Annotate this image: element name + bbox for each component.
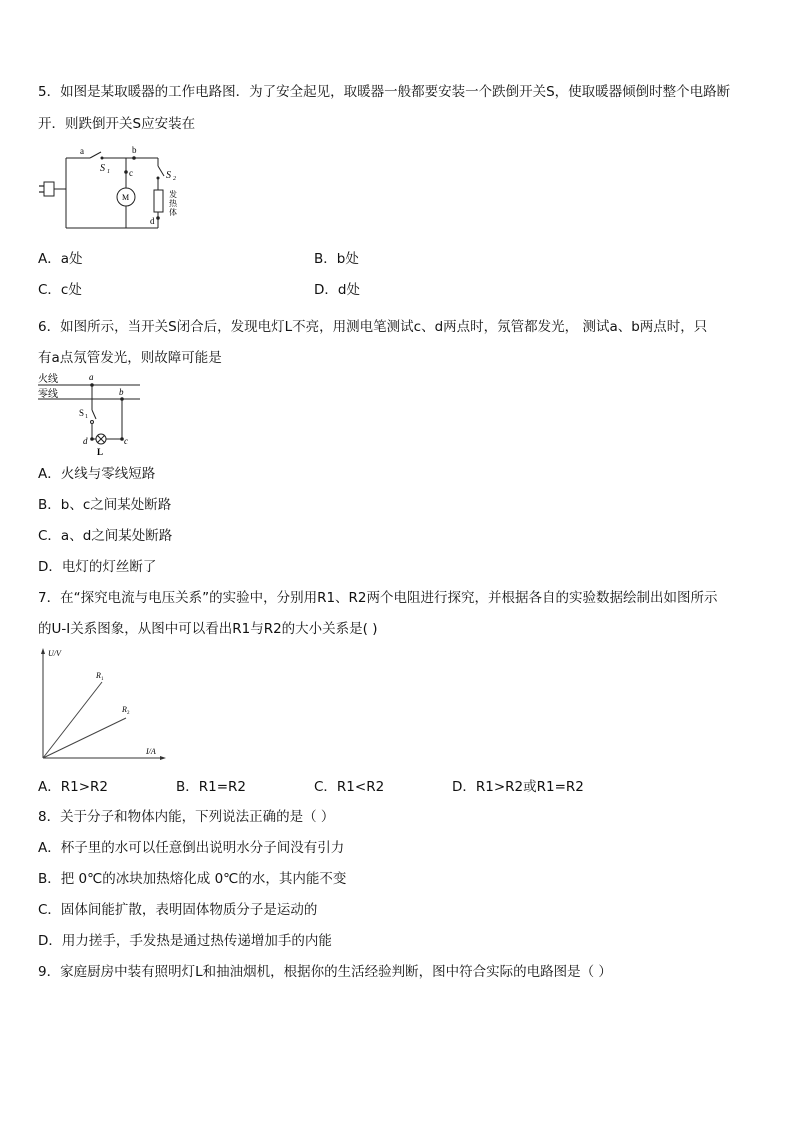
q5-fig-label-s2-sub: 2 [173, 176, 176, 182]
q6-fig-label-s: S [79, 408, 85, 418]
q6-stem-line2: 有a点氖管发光，则故障可能是 [38, 350, 222, 366]
q6-option-b: B．b、c之间某处断路 [38, 497, 172, 513]
q5-fig-label-heater-2: 热 [169, 199, 177, 208]
q8-option-c: C．固体间能扩散，表明固体物质分子是运动的 [38, 902, 318, 918]
q5-fig-label-b: b [132, 145, 137, 155]
q7-fig-label-r1: R [96, 671, 101, 680]
q5-fig-label-heater-3: 体 [169, 208, 177, 217]
q6-stem-line1: 6．如图所示，当开关S闭合后，发现电灯L不亮，用测电笔测试c、d两点时，氖管都发光， 测试a、b两点时，只 [38, 319, 708, 335]
q6-circuit-figure [36, 370, 146, 460]
q6-option-c: C．a、d之间某处断路 [38, 528, 173, 544]
q5-fig-label-c: c [129, 168, 133, 178]
q5-stem-line1: 5．如图是某取暖器的工作电路图．为了安全起见，取暖器一般都要安装一个跌倒开关S，使取暖器倾倒时整个电路断 [38, 84, 731, 100]
q6-fig-label-live: 火线 [38, 374, 58, 385]
q5-fig-label-s2: S [166, 170, 171, 181]
q7-fig-label-r2-sub: 2 [127, 711, 130, 716]
q5-option-c: C．c处 [38, 282, 82, 298]
q5-fig-label-a: a [80, 146, 84, 156]
q5-fig-label-d: d [150, 216, 155, 226]
q7-stem-line2: 的U-I关系图象，从图中可以看出R1与R2的大小关系是( ) [38, 621, 378, 637]
q6-fig-label-c: c [124, 436, 128, 446]
q8-option-b: B．把 0℃的冰块加热熔化成 0℃的水，其内能不变 [38, 871, 347, 887]
q6-fig-label-b: b [119, 387, 124, 397]
q6-fig-label-d: d [83, 436, 88, 446]
q7-ui-graph [36, 644, 168, 768]
q9-stem-line1: 9．家庭厨房中装有照明灯L和抽油烟机，根据你的生活经验判断，图中符合实际的电路图是（ ） [38, 964, 612, 980]
q7-option-a: A．R1>R2 [38, 779, 108, 795]
q7-fig-axis-u: U/V [48, 649, 61, 658]
q5-option-a: A．a处 [38, 251, 83, 267]
q7-option-d: D．R1>R2或R1=R2 [452, 779, 584, 795]
q5-fig-label-motor: M [122, 193, 130, 202]
q8-stem-line1: 8．关于分子和物体内能，下列说法正确的是（ ） [38, 809, 335, 825]
q5-stem-line2: 开．则跌倒开关S应安装在 [38, 116, 196, 132]
q5-circuit-figure [38, 144, 198, 234]
q5-fig-label-s1: S [100, 163, 105, 174]
q6-fig-label-s-sub: 1 [85, 414, 88, 420]
q6-option-a: A．火线与零线短路 [38, 466, 156, 482]
q5-fig-label-s1-sub: 1 [107, 169, 110, 175]
q6-fig-label-neutral: 零线 [38, 389, 58, 400]
q7-stem-line1: 7．在“探究电流与电压关系”的实验中，分别用R1、R2两个电阻进行探究，并根据各自的实验数据绘制出如图所示 [38, 590, 718, 606]
q8-option-a: A．杯子里的水可以任意倒出说明水分子间没有引力 [38, 840, 345, 856]
q7-option-b: B．R1=R2 [176, 779, 247, 795]
q5-fig-label-heater-1: 发 [169, 190, 177, 199]
q6-fig-label-l: L [97, 447, 104, 456]
q6-fig-label-a: a [89, 372, 94, 382]
q7-option-c: C．R1<R2 [314, 779, 385, 795]
q5-option-b: B．b处 [314, 251, 359, 267]
q8-option-d: D．用力搓手，手发热是通过热传递增加手的内能 [38, 933, 332, 949]
q7-fig-axis-i: I/A [146, 747, 156, 756]
q7-fig-label-r2: R [122, 705, 127, 714]
q6-option-d: D．电灯的灯丝断了 [38, 559, 157, 575]
q7-fig-label-r1-sub: 1 [101, 677, 104, 682]
q5-option-d: D．d处 [314, 282, 360, 298]
